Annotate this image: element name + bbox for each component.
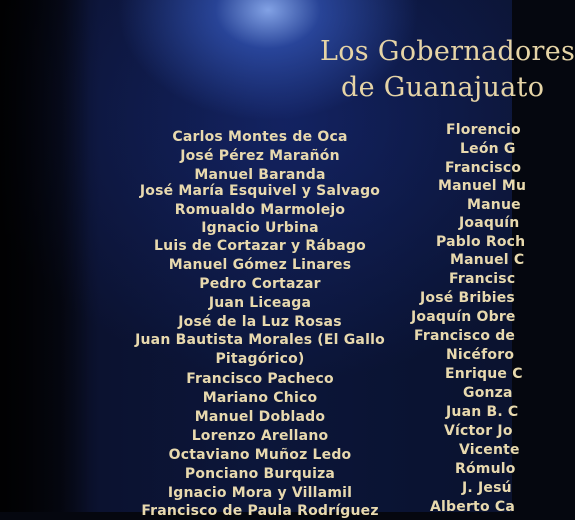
left-name-item: Ignacio Mora y Villamil <box>167 485 353 501</box>
left-name-item: Manuel Gómez Linares <box>168 257 352 273</box>
right-name-item: Enrique C <box>445 366 523 382</box>
left-name-item: Manuel Baranda <box>194 167 326 183</box>
left-name-item: Juan Liceaga <box>208 295 312 311</box>
left-name-item: Octaviano Muñoz Ledo <box>168 447 352 463</box>
right-name-item: Vicente <box>459 442 520 458</box>
title-line-2: de Guanajuato <box>341 72 545 103</box>
left-name-item: Francisco de Paula Rodríguez <box>141 503 379 519</box>
left-name-item: Romualdo Marmolejo <box>174 202 346 218</box>
left-shadow <box>0 0 90 512</box>
left-name-item: Luis de Cortazar y Rábago <box>154 238 366 254</box>
left-name-item: Ignacio Urbina <box>201 220 319 236</box>
title-line-1: Los Gobernadores <box>320 36 575 67</box>
right-name-item: Manuel C <box>450 252 525 268</box>
right-name-item: José Bribies <box>420 290 515 306</box>
right-name-item: Joaquín Obre <box>411 309 516 325</box>
left-name-item: José María Esquivel y Salvago <box>139 183 381 199</box>
right-name-item: Víctor Jo <box>444 423 513 439</box>
right-name-item: Rómulo <box>455 461 516 477</box>
right-name-item: Francisc <box>449 271 516 287</box>
right-name-item: Alberto Ca <box>430 499 515 515</box>
right-name-item: Manuel Mu <box>438 178 527 194</box>
right-name-item: Francisco de <box>414 328 516 344</box>
left-name-item: Francisco Pacheco <box>186 371 334 387</box>
left-name-item: Lorenzo Arellano <box>191 428 329 444</box>
right-name-item: Florencio <box>446 122 521 138</box>
left-name-item: José de la Luz Rosas <box>178 314 342 330</box>
left-name-item: Pedro Cortazar <box>199 276 321 292</box>
left-name-item: Mariano Chico <box>202 390 318 406</box>
right-name-item: Nicéforo <box>446 347 515 363</box>
right-name-item: Francisco <box>445 160 522 176</box>
right-name-item: Gonza <box>463 385 513 401</box>
left-name-item: José Pérez Marañón <box>180 148 340 164</box>
left-name-item: Carlos Montes de Oca <box>172 129 348 145</box>
right-name-item: J. Jesú <box>462 480 512 496</box>
left-name-item: Ponciano Burquiza <box>184 466 336 482</box>
right-name-item: Juan B. C <box>446 404 519 420</box>
right-name-item: Manue <box>467 197 521 213</box>
right-name-item: León G <box>460 141 516 157</box>
left-name-item: Manuel Doblado <box>194 409 326 425</box>
right-name-item: Pablo Roch <box>436 234 526 250</box>
left-name-item: Juan Bautista Morales (El Gallo <box>135 332 385 348</box>
left-name-item: Pitagórico) <box>215 351 305 367</box>
right-name-item: Joaquín <box>459 215 520 231</box>
